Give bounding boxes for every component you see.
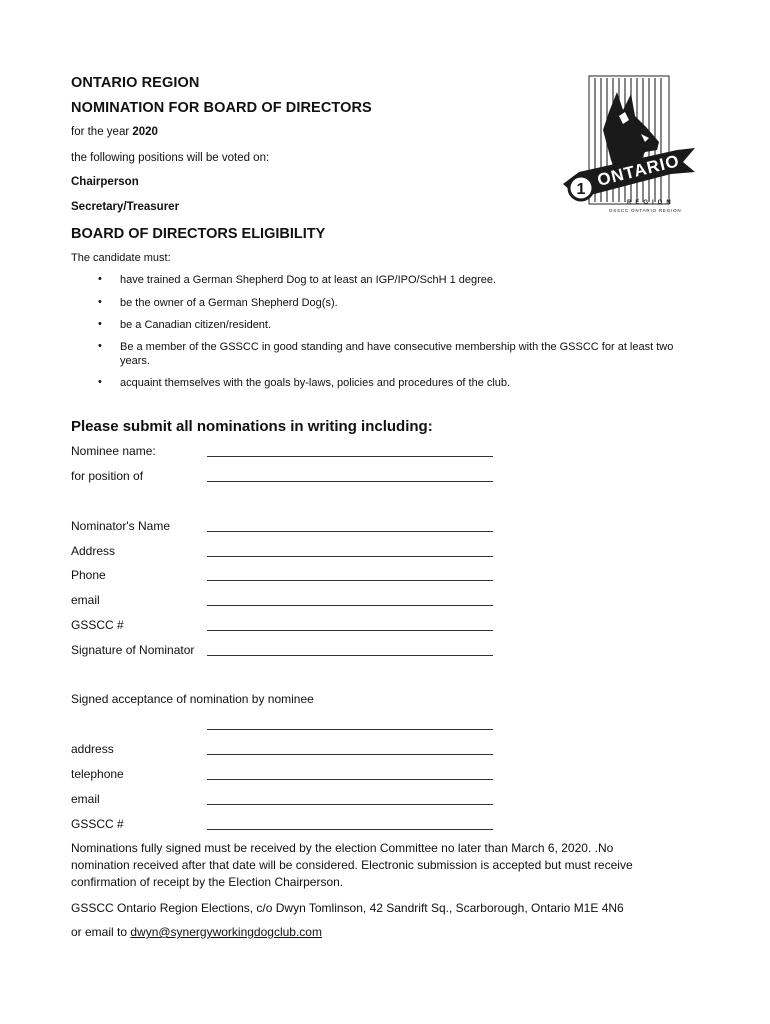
nominee-telephone-label: telephone — [71, 767, 124, 781]
address-line[interactable] — [207, 556, 493, 557]
position-chairperson: Chairperson — [71, 176, 139, 188]
email-line[interactable] — [207, 605, 493, 606]
election-email-link[interactable]: dwyn@synergyworkingdogclub.com — [130, 925, 322, 939]
nominee-telephone-line[interactable] — [207, 779, 493, 780]
email-label: email — [71, 593, 100, 607]
nominee-address-label: address — [71, 742, 114, 756]
signature-line[interactable] — [207, 655, 493, 656]
svg-text:1: 1 — [576, 181, 586, 198]
nominee-address-line[interactable] — [207, 754, 493, 755]
bullet: • — [98, 340, 102, 352]
position-line[interactable] — [207, 481, 493, 482]
phone-line[interactable] — [207, 580, 493, 581]
deadline-paragraph: Nominations fully signed must be received by the election Committee no later than March 6, 2020. .No nomination received after that date will be considered. Electronic submission is accepted but must receive confirmation of receipt by the Election Chairperson. — [71, 841, 633, 889]
phone-label: Phone — [71, 568, 106, 582]
header-region: ONTARIO REGION — [71, 75, 200, 91]
bullet: • — [98, 318, 102, 330]
page-title: NOMINATION FOR BOARD OF DIRECTORS — [71, 100, 372, 116]
year-line — [71, 126, 158, 138]
submit-title: Please submit all nominations in writing including: — [71, 418, 433, 435]
position-secretary-treasurer: Secretary/Treasurer — [71, 201, 180, 213]
positions-intro: the following positions will be voted on: — [71, 152, 270, 164]
bullet: • — [98, 296, 102, 308]
logo-sub: REGION — [627, 200, 675, 206]
german-shepherd-head-icon — [559, 72, 701, 218]
acceptance-signature-line[interactable] — [207, 729, 493, 730]
logo-word: ONTARIO — [595, 151, 682, 190]
bullet: • — [98, 273, 102, 285]
acceptance-label: Signed acceptance of nomination by nominee — [71, 692, 314, 706]
gsscc-line[interactable] — [207, 630, 493, 631]
nominee-name-label: Nominee name: — [71, 444, 156, 458]
gsscc-label: GSSCC # — [71, 618, 124, 632]
eligibility-title: BOARD OF DIRECTORS ELIGIBILITY — [71, 226, 326, 242]
ontario-region-logo — [559, 72, 701, 218]
address-label: Address — [71, 544, 116, 558]
bullet: • — [98, 376, 102, 388]
mailing-address: GSSCC Ontario Region Elections, c/o Dwyn Tomlinson, 42 Sandrift Sq., Scarborough, Ontario M1E 4N6 — [71, 901, 624, 915]
year-prefix: for the year — [71, 126, 133, 138]
nominee-email-label: email — [71, 792, 100, 806]
nominee-gsscc-label: GSSCC # — [71, 817, 124, 831]
nominee-email-line[interactable] — [207, 804, 493, 805]
email-prefix: or email to — [71, 925, 131, 939]
nominee-name-line[interactable] — [207, 456, 493, 457]
nominator-name-label: Nominator's Name — [71, 519, 170, 533]
email-line-footer — [71, 925, 322, 939]
signature-label: Signature of Nominator — [71, 643, 195, 657]
nominator-name-line[interactable] — [207, 531, 493, 532]
nominee-gsscc-line[interactable] — [207, 829, 493, 830]
position-label: for position of — [71, 469, 144, 483]
year-value: 2020 — [132, 126, 158, 138]
eligibility-intro: The candidate must: — [71, 252, 171, 264]
logo-tag: GSSCC ONTARIO REGION — [609, 208, 682, 213]
